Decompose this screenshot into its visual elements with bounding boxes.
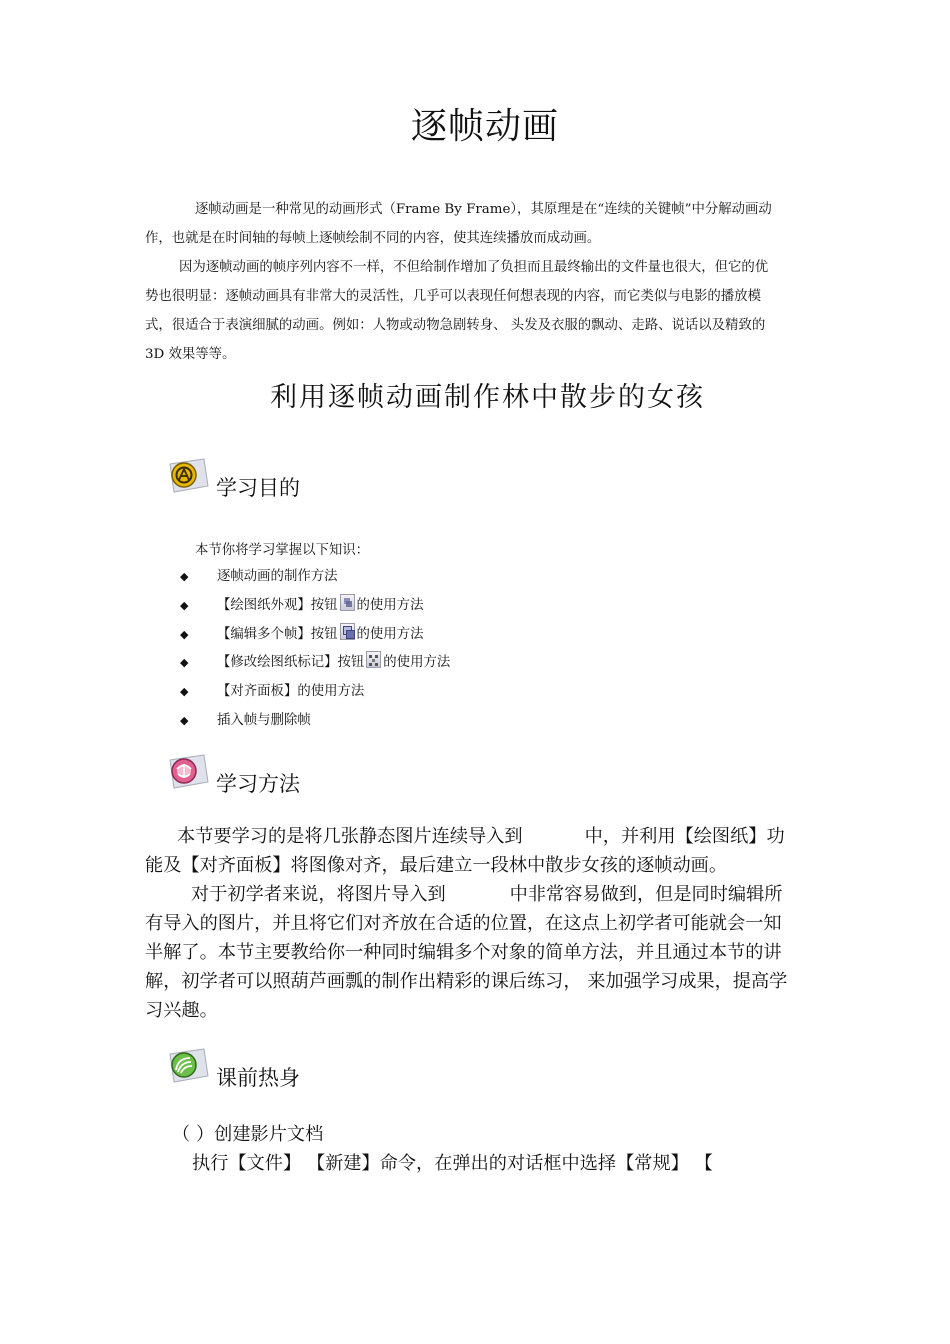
method-p2-line4: 解，初学者可以照葫芦画瓢的制作出精彩的课后练习， 来加强学习成果，提高学 (145, 971, 788, 992)
bullet-diamond: ◆ (180, 713, 189, 727)
method-p2-line5: 习兴趣。 (145, 1000, 218, 1021)
intro-paragraphs (145, 195, 810, 369)
lesson-subtitle: 利用逐帧动画制作林中散步的女孩 (270, 382, 705, 413)
list-item (180, 592, 680, 621)
method-text: 中非常容易做到，但是同时编辑所 (509, 884, 783, 905)
list-item-text: 【修改绘图纸标记】按钮 (217, 655, 365, 671)
intro-p1-line1: 逐帧动画是一种常见的动画形式（Frame By Frame），其原理是在“连续的关键帧”中分解动画动 (195, 202, 772, 217)
method-p2-line2: 有导入的图片，并且将它们对齐放在合适的位置，在这点上初学者可能就会一知 (145, 913, 782, 934)
method-p1-line1 (145, 822, 810, 851)
page-title: 逐帧动画 (410, 106, 559, 147)
onion-skin-icon (340, 594, 355, 611)
bullet-diamond: ◆ (180, 685, 189, 699)
list-item (180, 621, 680, 650)
bullet-diamond: ◆ (180, 570, 189, 583)
list-item (180, 707, 680, 736)
bullet-diamond: ◆ (180, 627, 189, 641)
method-p2-line3: 半解了。本节主要教给你一种同时编辑多个对象的简单方法，并且通过本节的讲 (145, 942, 782, 963)
method-text: 本节要学习的是将几张静态图片连续导入到 (177, 826, 523, 847)
warmup-step-1-description: 执行【文件】 【新建】命令，在弹出的对话框中选择【常规】 【 (192, 1153, 713, 1174)
method-text: 对于初学者来说，将图片导入到 (191, 884, 446, 905)
goal-list (180, 563, 680, 736)
list-item-text: 插入帧与删除帧 (217, 712, 311, 728)
edit-multiple-frames-icon (340, 623, 355, 640)
modify-onion-markers-icon (366, 651, 381, 668)
bullet-diamond: ◆ (180, 598, 189, 612)
list-item-text: 【绘图纸外观】按钮 (217, 597, 338, 613)
method-text: 中，并利用【绘图纸】功 (584, 826, 785, 847)
section-heading-warmup: 课前热身 (216, 1066, 300, 1090)
section-heading-goal: 学习目的 (216, 476, 300, 500)
flower-method-icon (164, 752, 210, 790)
spiral-warmup-icon (164, 1046, 210, 1084)
goal-lead-text: 本节你将学习掌握以下知识： (195, 543, 370, 558)
intro-p1-line2: 作，也就是在时间轴的每帧上逐帧绘制不同的内容，使其连续播放而成动画。 (145, 231, 601, 246)
list-item (180, 678, 680, 707)
list-item-text: 的使用方法 (356, 597, 424, 613)
list-item (180, 649, 680, 678)
bullet-diamond: ◆ (180, 656, 189, 670)
list-item-text: 【编辑多个帧】按钮 (217, 626, 338, 642)
intro-p2-line4: 3D 效果等等。 (145, 347, 236, 362)
method-p1-line2: 能及【对齐面板】将图像对齐，最后建立一段林中散步女孩的逐帧动画。 (145, 855, 728, 876)
intro-p2-line1: 因为逐帧动画的帧序列内容不一样，不但给制作增加了负担而且最终输出的文件量也很大，但它的优 (179, 260, 769, 275)
method-p2-line1 (145, 880, 810, 909)
intro-p2-line3: 式，很适合于表演细腻的动画。例如：人物或动物急剧转身、 头发及衣服的飘动、走路、说话以及精致的 (145, 318, 766, 333)
list-item-text: 的使用方法 (356, 626, 424, 642)
list-item-text: 的使用方法 (383, 655, 451, 671)
target-goal-icon (164, 456, 210, 494)
intro-p2-line2: 势也很明显：逐帧动画具有非常大的灵活性，几乎可以表现任何想表现的内容，而它类似与电影的播放模 (145, 289, 761, 304)
list-item (180, 563, 680, 592)
method-paragraphs (145, 822, 810, 1025)
warmup-step-1: （ ）创建影片文档 (172, 1124, 324, 1145)
list-item-text: 【对齐面板】的使用方法 (217, 684, 365, 700)
section-heading-method: 学习方法 (216, 772, 300, 796)
list-item-text: 逐帧动画的制作方法 (217, 569, 338, 584)
